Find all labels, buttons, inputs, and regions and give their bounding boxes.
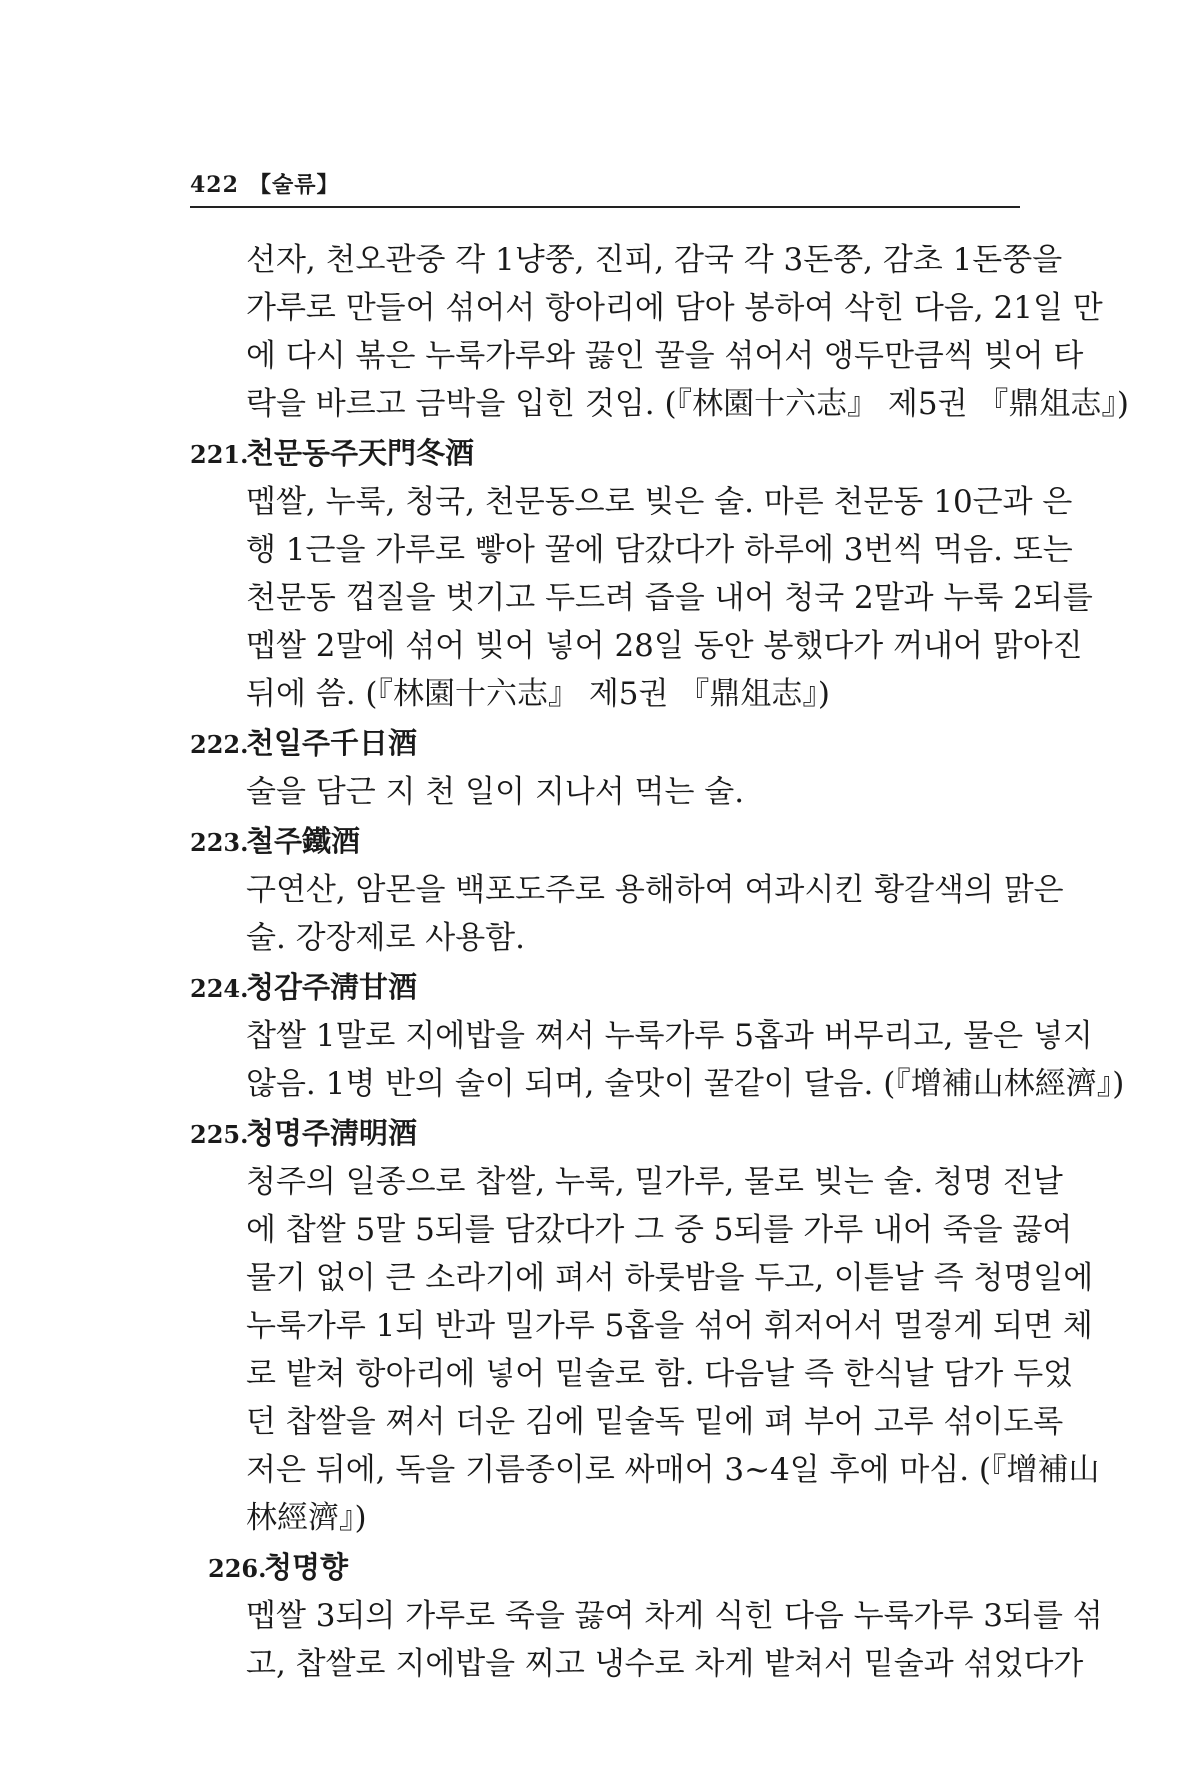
entry-title: 청감주淸甘酒 [246, 970, 418, 1004]
text-line: 천문동 껍질을 벗기고 두드려 즙을 내어 청국 2말과 누룩 2되를 [246, 580, 1093, 616]
text-line: 가루로 만들어 섞어서 항아리에 담아 봉하여 삭힌 다음, 21일 만 [246, 290, 1103, 326]
entry-title: 철주鐵酒 [246, 824, 361, 858]
entry-heading [190, 718, 1020, 768]
entry-heading [190, 1542, 1020, 1592]
text-line: 뒤에 씀. (『林園十六志』 제5권 『鼎俎志』) [246, 676, 830, 712]
text-line: 구연산, 암몬을 백포도주로 용해하여 여과시킨 황갈색의 맑은 [246, 872, 1064, 908]
entry-number: 223. [190, 828, 249, 857]
text-line: 술. 강장제로 사용함. [246, 920, 525, 956]
text-line: 누룩가루 1되 반과 밀가루 5홉을 섞어 휘저어서 멀겋게 되면 체 [246, 1308, 1093, 1344]
text-line: 林經濟』) [246, 1500, 367, 1536]
entry-paragraph [190, 1158, 1100, 1542]
entry-number: 224. [190, 974, 249, 1003]
continued-paragraph [190, 236, 1129, 428]
text-line: 청주의 일종으로 찹쌀, 누룩, 밀가루, 물로 빚는 술. 청명 전날 [246, 1164, 1063, 1200]
entry-heading [190, 962, 1020, 1012]
entry-title: 청명주淸明酒 [246, 1116, 418, 1150]
text-line: 에 다시 볶은 누룩가루와 끓인 꿀을 섞어서 앵두만큼씩 빚어 타 [246, 338, 1084, 374]
text-line: 선자, 천오관중 각 1냥쭝, 진피, 감국 각 3돈쭝, 감초 1돈쭝을 [246, 242, 1063, 278]
text-line: 술을 담근 지 천 일이 지나서 먹는 술. [246, 774, 745, 810]
header-rule [190, 206, 1020, 208]
entry-title: 청명향 [264, 1550, 349, 1584]
text-line: 물기 없이 큰 소라기에 펴서 하룻밤을 두고, 이튿날 즉 청명일에 [246, 1260, 1094, 1296]
page-body [190, 236, 1129, 1688]
text-line: 에 찹쌀 5말 5되를 담갔다가 그 중 5되를 가루 내어 죽을 끓여 [246, 1212, 1073, 1248]
text-line: 행 1근을 가루로 빻아 꿀에 담갔다가 하루에 3번씩 먹음. 또는 [246, 532, 1073, 568]
text-line: 로 밭쳐 항아리에 넣어 밑술로 함. 다음날 즉 한식날 담가 두었 [246, 1356, 1074, 1392]
entry-title: 천일주千日酒 [246, 726, 418, 760]
page-number: 422 [190, 172, 239, 198]
text-line: 않음. 1병 반의 술이 되며, 술맛이 꿀같이 달음. (『增補山林經濟』) [246, 1066, 1125, 1102]
text-line: 찹쌀 1말로 지에밥을 쪄서 누룩가루 5홉과 버무리고, 물은 넣지 [246, 1018, 1093, 1054]
entry-heading [190, 1108, 1020, 1158]
entry-paragraph [190, 1012, 1125, 1108]
running-head [190, 168, 339, 199]
entry-number: 221. [190, 440, 249, 469]
section-title: 【술류】 [248, 172, 340, 198]
text-line: 고, 찹쌀로 지에밥을 찌고 냉수로 차게 밭쳐서 밑술과 섞었다가 [246, 1646, 1084, 1682]
entry-paragraph [190, 1592, 1103, 1688]
text-line: 멥쌀 3되의 가루로 죽을 끓여 차게 식힌 다음 누룩가루 3되를 섞 [246, 1598, 1103, 1634]
entry-heading [190, 428, 1020, 478]
entry-number: 225. [190, 1120, 249, 1149]
entry-paragraph [190, 478, 1093, 718]
entry-paragraph [190, 866, 1064, 962]
entry-number: 222. [190, 730, 249, 759]
entry-title: 천문동주天門冬酒 [246, 436, 475, 470]
entry-heading [190, 816, 1020, 866]
text-line: 멥쌀, 누룩, 청국, 천문동으로 빚은 술. 마른 천문동 10근과 은 [246, 484, 1073, 520]
text-line: 저은 뒤에, 독을 기름종이로 싸매어 3~4일 후에 마심. (『增補山 [246, 1452, 1100, 1488]
entry-number: 226. [208, 1554, 267, 1583]
text-line: 락을 바르고 금박을 입힌 것임. (『林園十六志』 제5권 『鼎俎志』) [246, 386, 1129, 422]
text-line: 던 찹쌀을 쪄서 더운 김에 밑술독 밑에 펴 부어 고루 섞이도록 [246, 1404, 1064, 1440]
entry-paragraph [190, 768, 1020, 816]
text-line: 멥쌀 2말에 섞어 빚어 넣어 28일 동안 봉했다가 꺼내어 맑아진 [246, 628, 1083, 664]
